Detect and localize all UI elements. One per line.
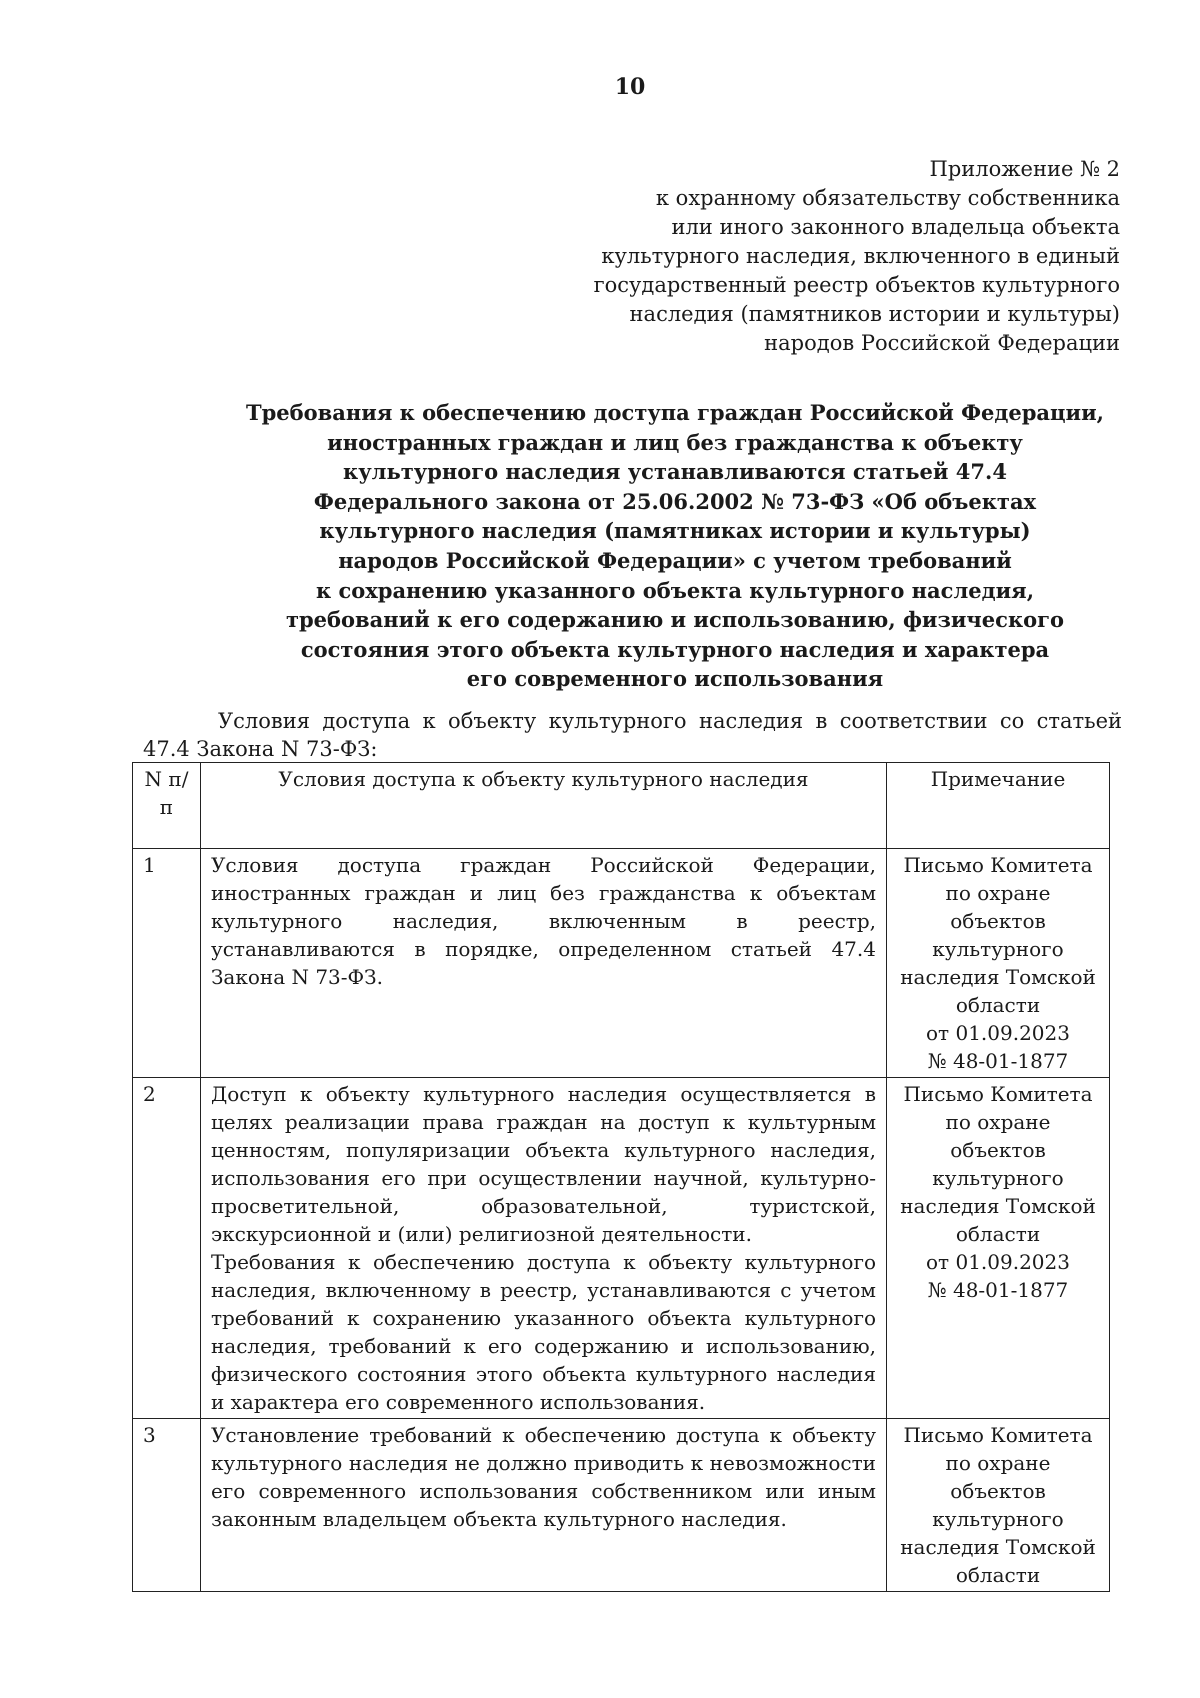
intro-line: 47.4 Закона N 73-ФЗ: [143, 737, 378, 761]
note-line: по охране [945, 1110, 1051, 1134]
note-line: объектов [950, 909, 1046, 933]
header-note: Примечание [887, 763, 1110, 849]
appendix-line: наследия (памятников истории и культуры) [629, 302, 1120, 326]
appendix-line: народов Российской Федерации [764, 331, 1120, 355]
title-line: Федерального закона от 25.06.2002 № 73-ФЗ «Об объектах [313, 488, 1037, 514]
note-line: Письмо Комитета [903, 853, 1093, 877]
note-line: области [955, 1563, 1041, 1587]
note-line: наследия Томской [900, 1535, 1096, 1559]
note-line: области [955, 1222, 1041, 1246]
title-line: состояния этого объекта культурного наследия и характера [300, 636, 1050, 662]
note-line: от 01.09.2023 [926, 1250, 1070, 1274]
note-line: объектов [950, 1479, 1046, 1503]
title-line: его современного использования [466, 666, 884, 692]
note-line: от 01.09.2023 [926, 1021, 1070, 1045]
appendix-line: культурного наследия, включенного в единый [601, 244, 1120, 268]
appendix-line: или иного законного владельца объекта [671, 215, 1120, 239]
intro-paragraph [143, 707, 1122, 763]
note-line: наследия Томской [900, 965, 1096, 989]
header-number: N п/п [133, 763, 201, 849]
condition-text: Установление требований к обеспечению доступа к объекту культурного наследия не должно приводить к невозможности его современного использования собственником или иным законным владельцем объекта культурного наследия. [210, 1423, 876, 1531]
title-line: иностранных граждан и лиц без гражданства к объекту [327, 429, 1023, 455]
intro-line: Условия доступа к объекту культурного наследия в соответствии со статьей [218, 709, 1122, 733]
appendix-header [594, 155, 1120, 358]
note-line: по охране [945, 1451, 1051, 1475]
page-number: 10 [614, 74, 646, 100]
note-cell [887, 1078, 1110, 1419]
note-line: № 48-01-1877 [927, 1049, 1069, 1073]
note-line: по охране [945, 881, 1051, 905]
table-row [133, 849, 1110, 1078]
note-line: объектов [950, 1138, 1046, 1162]
condition-text: Доступ к объекту культурного наследия осуществляется в целях реализации права граждан на доступ к культурным ценностям, популяризации объекта культурного наследия, использования его при осуществлении научной, культурно-просветительной, образовательной, туристской, экскурсионной и (или) религиозной деятельности. [210, 1082, 876, 1246]
requirements-table [132, 762, 1110, 1592]
title-line: культурного наследия (памятниках истории и культуры) [319, 518, 1031, 544]
table-row [133, 1419, 1110, 1592]
note-line: № 48-01-1877 [927, 1278, 1069, 1302]
title-line: культурного наследия устанавливаются статьей 47.4 [343, 459, 1007, 485]
condition-cell [200, 1419, 886, 1592]
row-number: 1 [133, 849, 201, 1078]
appendix-line: государственный реестр объектов культурного [593, 273, 1120, 297]
header-condition: Условия доступа к объекту культурного наследия [200, 763, 886, 849]
title-line: к сохранению указанного объекта культурного наследия, [315, 577, 1035, 603]
appendix-line: к охранному обязательству собственника [655, 186, 1120, 210]
condition-text: Требования к обеспечению доступа к объекту культурного наследия, включенному в реестр, устанавливаются с учетом требований к сохранению указанного объекта культурного наследия, требований к его содержанию и использованию, физического состояния этого объекта культурного наследия и характера его современного использования. [210, 1250, 876, 1414]
note-cell [887, 849, 1110, 1078]
table-row [133, 1078, 1110, 1419]
title-line: требований к его содержанию и использованию, физического [285, 607, 1064, 633]
table-header-row [133, 763, 1110, 849]
note-line: Письмо Комитета [903, 1423, 1093, 1447]
note-cell [887, 1419, 1110, 1592]
row-number: 2 [133, 1078, 201, 1419]
document-title [230, 398, 1120, 694]
condition-cell [200, 849, 886, 1078]
condition-cell [200, 1078, 886, 1419]
note-line: культурного [932, 1166, 1064, 1190]
row-number: 3 [133, 1419, 201, 1592]
note-line: Письмо Комитета [903, 1082, 1093, 1106]
condition-text: Условия доступа граждан Российской Федерации, иностранных граждан и лиц без гражданства к объектам культурного наследия, включенным в реестр, устанавливаются в порядке, определенном статьей 47.4 Закона N 73-ФЗ. [210, 853, 876, 989]
note-line: наследия Томской [900, 1194, 1096, 1218]
note-line: области [955, 993, 1041, 1017]
note-line: культурного [932, 937, 1064, 961]
appendix-line: Приложение № 2 [929, 157, 1120, 181]
title-line: народов Российской Федерации» с учетом требований [338, 547, 1012, 573]
title-line: Требования к обеспечению доступа граждан Российской Федерации, [245, 400, 1104, 425]
note-line: культурного [932, 1507, 1064, 1531]
